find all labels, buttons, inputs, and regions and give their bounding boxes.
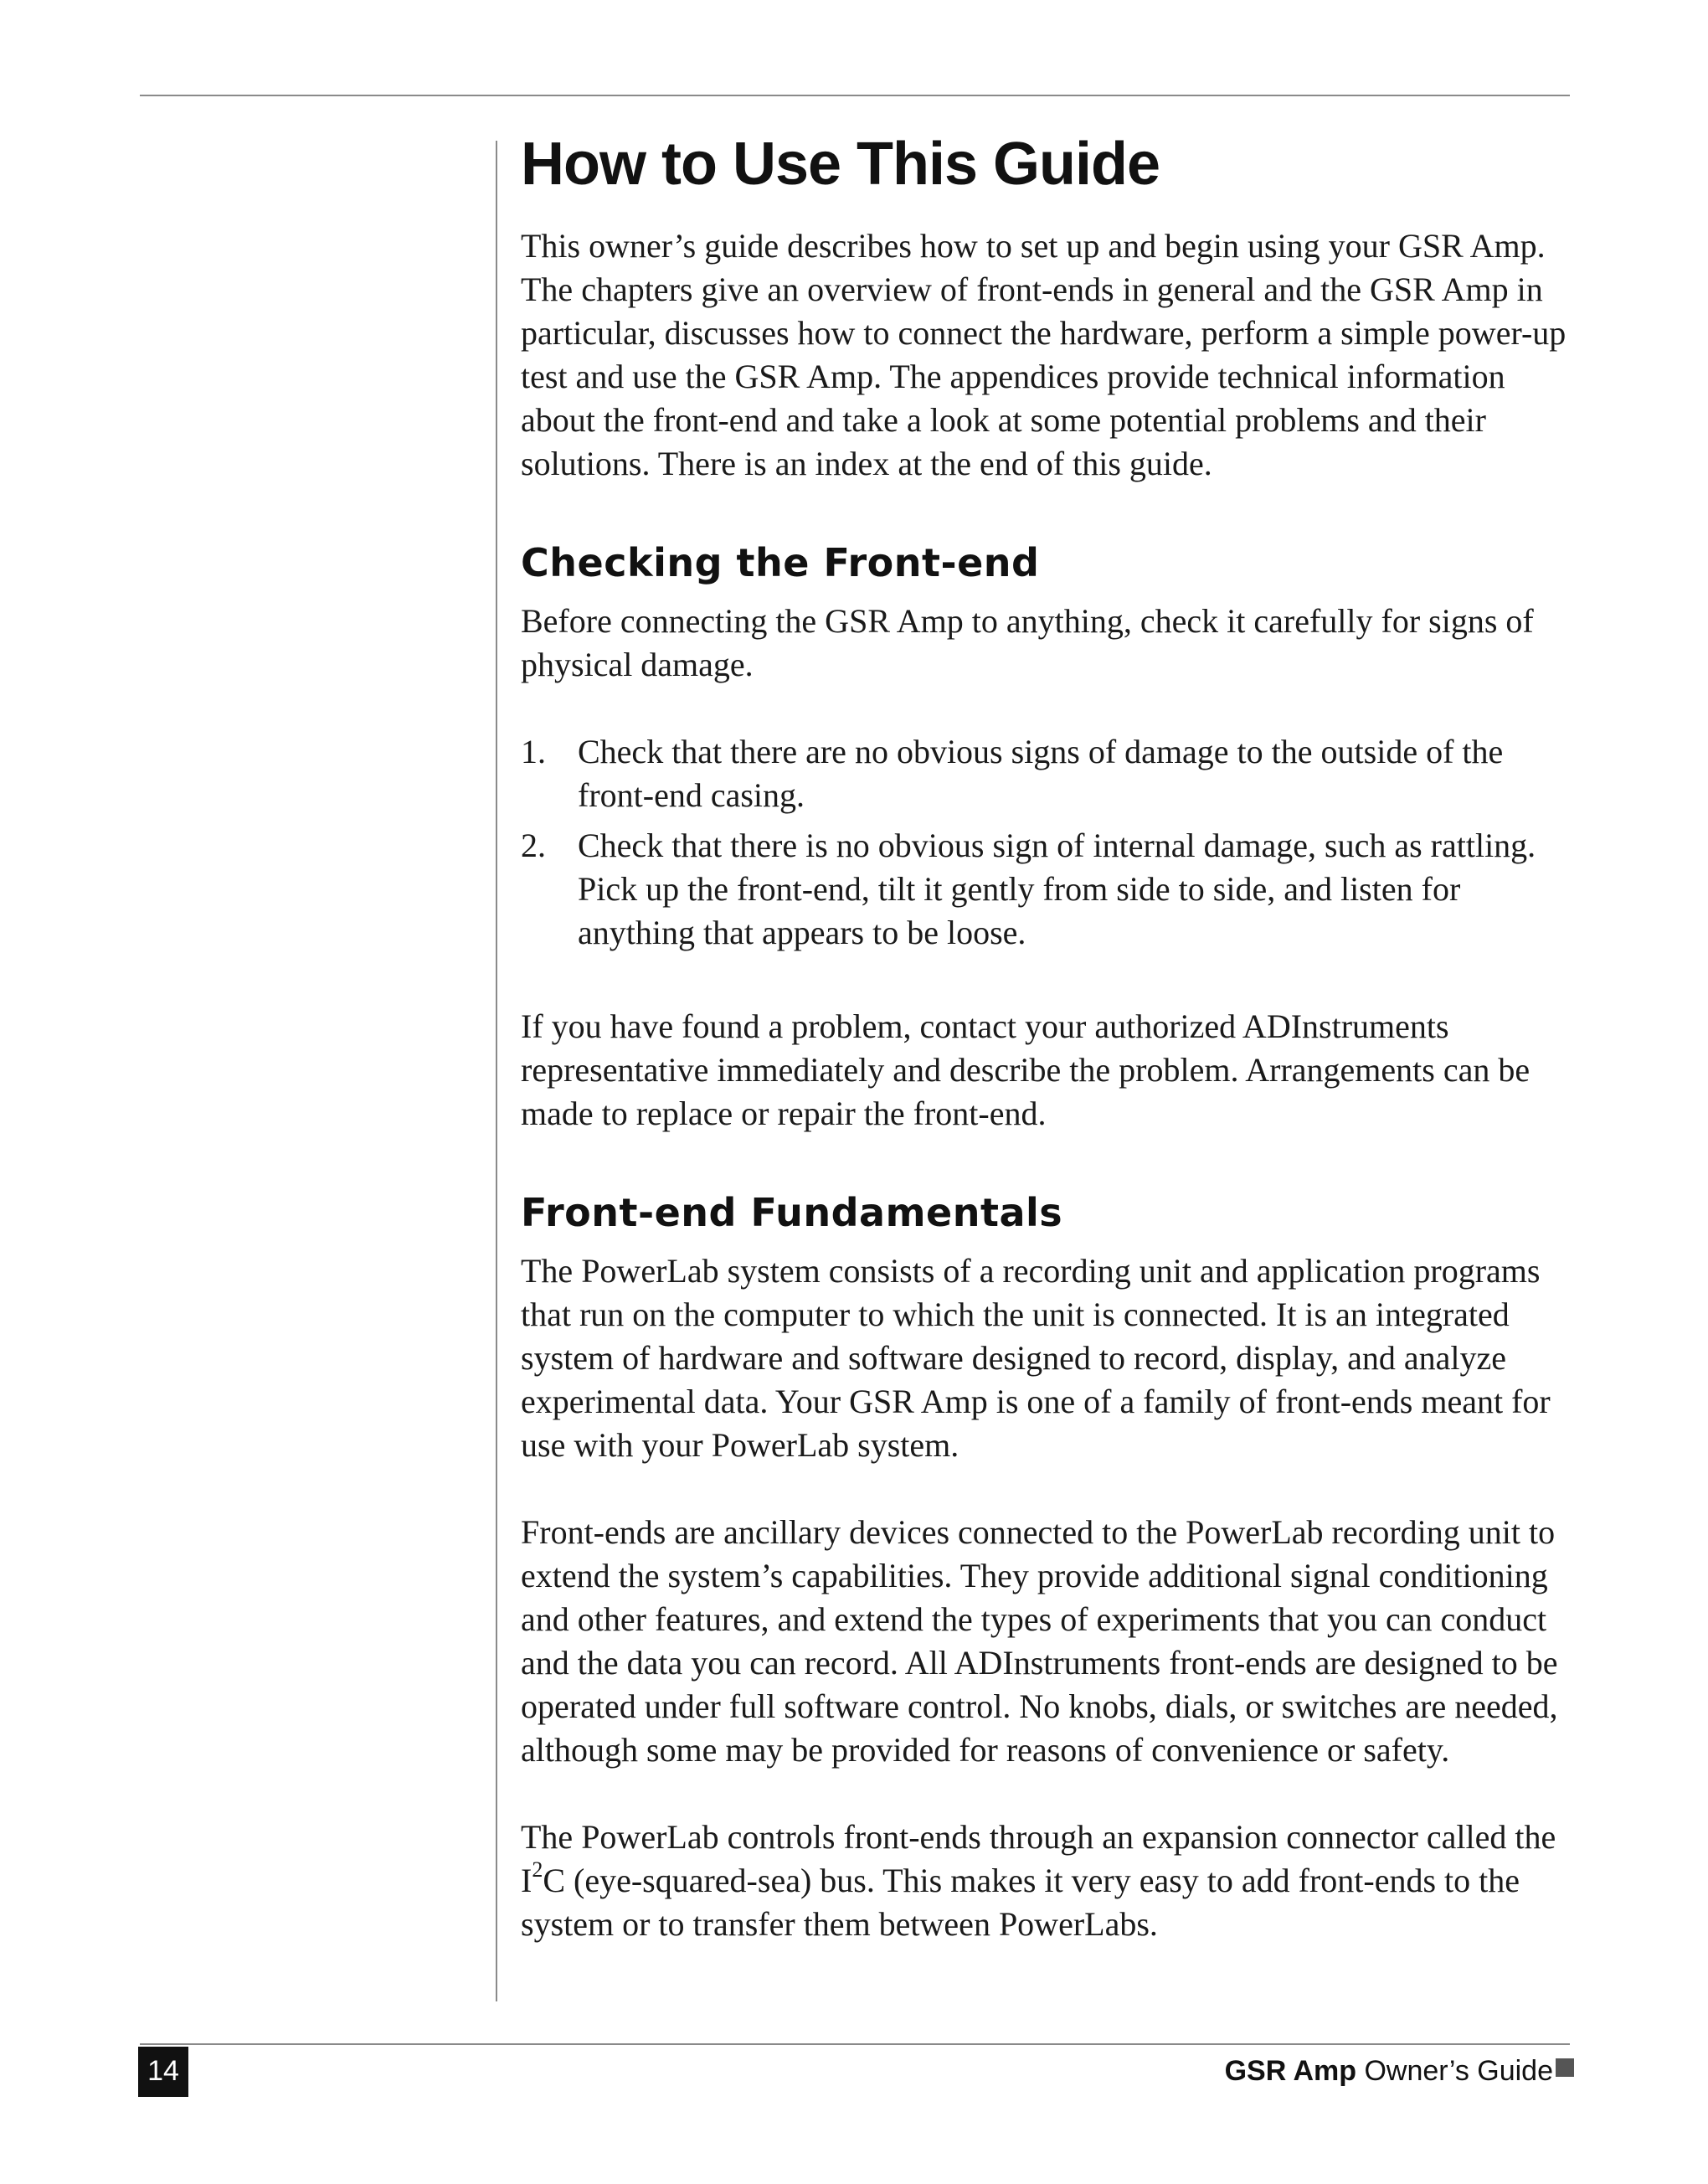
fundamentals-paragraph-1: The PowerLab system consists of a recording unit and application programs that run on the computer to which the unit is connected. It is an integrated system of hardware and software designed to record, display, and analyze experimental data. Your GSR Amp is one of a family of front-ends meant for use with your PowerLab system. [521, 1252, 1551, 1464]
list-item-number: 1. [521, 733, 546, 770]
page-title: How to Use This Guide [521, 131, 1160, 198]
footer-title [1225, 2055, 1553, 2088]
checking-steps-list [521, 730, 1567, 955]
footer-rule [140, 2043, 1570, 2045]
list-item-text: Check that there are no obvious signs of damage to the outside of the front-end casing. [578, 733, 1504, 814]
checking-paragraph-1: Before connecting the GSR Amp to anything, check it carefully for signs of physical damage. [521, 602, 1534, 683]
superscript-2: 2 [532, 1857, 543, 1882]
page-number: 14 [138, 2047, 188, 2097]
fundamentals-paragraph-3: The PowerLab controls front-ends through an expansion connector called the $I^2C$ (eye-squared-sea) bus. This makes it very easy to add front-ends to the system or to transfer them between PowerLabs. [521, 1818, 1556, 1943]
list-item [521, 730, 1567, 817]
header-rule [140, 95, 1570, 96]
footer-title-rest: Owner’s Guide [1356, 2055, 1553, 2087]
section-heading-checking: Checking the Front-end [521, 540, 1040, 585]
list-item-text: Check that there is no obvious sign of internal damage, such as rattling. Pick up the front-end, tilt it gently from side to side, and listen for anything that appears to be loose. [578, 827, 1536, 951]
margin-rule [496, 141, 497, 2001]
section-heading-fundamentals: Front-end Fundamentals [521, 1190, 1063, 1235]
list-item [521, 824, 1567, 955]
page-content [521, 126, 1567, 1946]
intro-paragraph: This owner’s guide describes how to set up and begin using your GSR Amp. The chapters give an overview of front-ends in general and the GSR Amp in particular, discusses how to connect the hardware, perform a simple power-up test and use the GSR Amp. The appendices provide technical information about the front-end and take a look at some potential problems and their solutions. There is an index at the end of this guide. [521, 227, 1567, 482]
list-item-number: 2. [521, 827, 546, 864]
checking-paragraph-2: If you have found a problem, contact your authorized ADInstruments representative immediately and describe the problem. Arrangements can be made to replace or repair the front-end. [521, 1007, 1531, 1132]
footer-title-product: GSR Amp [1224, 2055, 1357, 2087]
footer-square-icon [1556, 2058, 1574, 2077]
fundamentals-paragraph-2: Front-ends are ancillary devices connected to the PowerLab recording unit to extend the system’s capabilities. They provide additional signal conditioning and other features, and extend the types of experiments that you can conduct and the data you can record. All ADInstruments front-ends are designed to be operated under full software control. No knobs, dials, or switches are needed, although some may be provided for reasons of convenience or safety. [521, 1513, 1558, 1769]
